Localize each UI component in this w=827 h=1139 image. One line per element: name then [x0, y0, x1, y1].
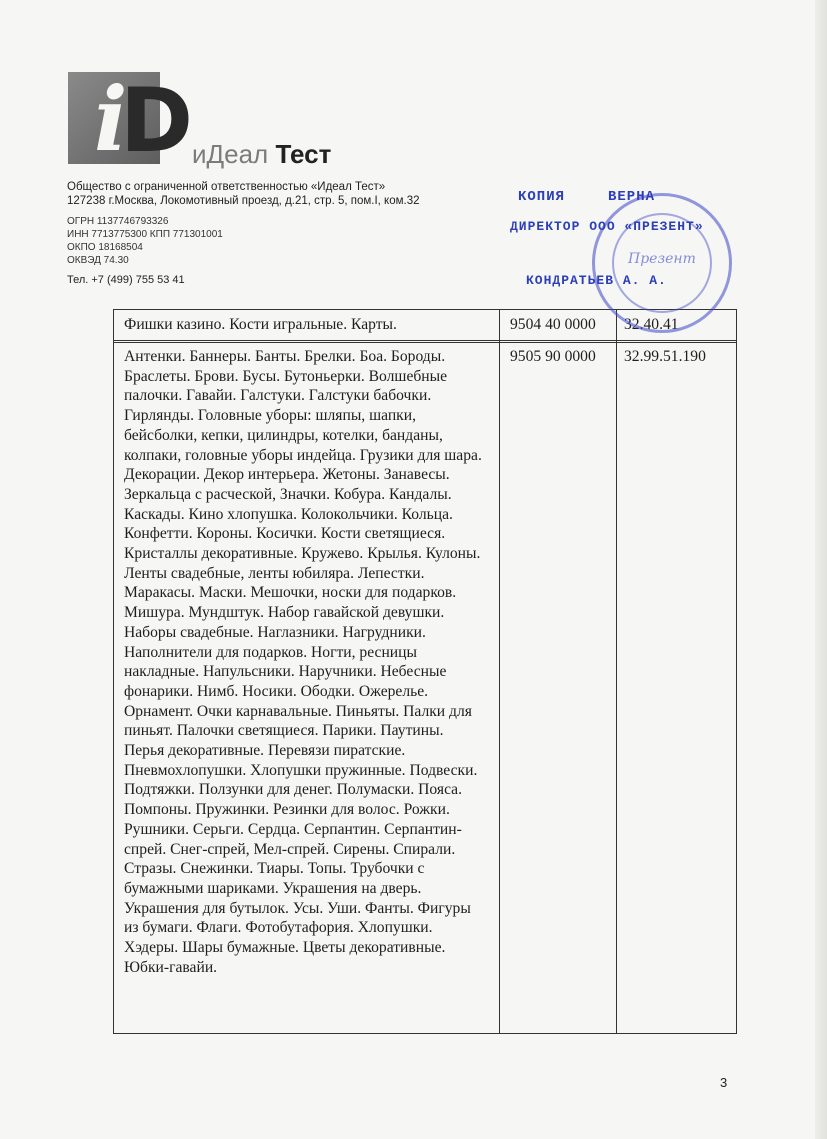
description-line: Юбки-гавайи.	[124, 958, 218, 976]
description-line: Маракасы. Маски. Мешочки, носки для подарков.	[124, 584, 457, 602]
page-number: 3	[720, 1075, 728, 1090]
description-line: палочки. Гавайи. Галстуки. Галстуки бабочки.	[124, 387, 432, 405]
logo-word-part2: Тест	[275, 139, 332, 169]
description-line: бумажными шариками. Украшения на дверь.	[124, 879, 422, 897]
description-line: Гирлянды. Головные уборы: шляпы, шапки,	[124, 407, 416, 425]
company-name: Общество с ограниченной ответственностью «Идеал Тест»	[67, 181, 386, 193]
description-line: Перья декоративные. Перевязи пиратские.	[124, 742, 406, 760]
description-line: Зеркальца с расческой, Значки. Кобура. Кандалы.	[124, 485, 452, 503]
company-phone: Тел. +7 (499) 755 53 41	[67, 274, 185, 286]
okpo: ОКПО 18168504	[67, 242, 143, 253]
stamp-copy: КОПИЯ	[518, 189, 566, 205]
description-line: Украшения для бутылок. Усы. Уши. Фанты. Фигуры	[124, 899, 471, 917]
stamp-director: ДИРЕКТОР ООО «ПРЕЗЕНТ»	[510, 219, 704, 234]
logo-word-part1: иДеал	[192, 139, 269, 169]
description-line: накладные. Напульсники. Наручники. Небесные	[124, 663, 447, 681]
ogrn: ОГРН 1137746793326	[67, 216, 169, 227]
table-row	[114, 342, 736, 1033]
description-line: Декорации. Декор интерьера. Жетоны. Занавесы.	[124, 466, 450, 484]
description-line: Фишки казино. Кости игральные. Карты.	[124, 316, 397, 333]
description-line: колпаки, головные уборы индейца. Грузики для шара.	[124, 446, 482, 464]
description-line: из бумаги. Флаги. Фотобутафория. Хлопушки.	[124, 919, 433, 937]
company-logo	[68, 67, 388, 172]
description-line: Браслеты. Брови. Бусы. Бутоньерки. Волшебные	[124, 367, 448, 385]
tn-ved-code: 9504 40 0000	[510, 316, 596, 333]
inn-kpp: ИНН 7713775300 КПП 771301001	[67, 229, 223, 240]
okved: ОКВЭД 74.30	[67, 255, 129, 266]
description-line: Каскады. Кино хлопушка. Колокольчики. Кольца.	[124, 505, 453, 523]
description-line: Кристаллы декоративные. Кружево. Крылья. Кулоны.	[124, 545, 481, 563]
company-address: 127238 г.Москва, Локомотивный проезд, д.21, стр. 5, пом.I, ком.32	[67, 195, 420, 207]
logo-letter-d: D	[120, 69, 194, 172]
logo-letter-i: i	[94, 67, 128, 171]
company-info	[67, 180, 420, 287]
product-description	[124, 315, 494, 335]
stamp-center-text: Презент	[628, 251, 696, 267]
description-line: пиньят. Палочки светящиеся. Парики. Паутины.	[124, 722, 444, 740]
okpd-code: 32.99.51.190	[624, 348, 706, 365]
description-line: Антенки. Баннеры. Банты. Брелки. Боа. Бороды.	[124, 348, 446, 365]
description-line: спрей. Снег-спрей, Мел-спрей. Сирены. Спирали.	[124, 840, 456, 858]
description-line: Ленты свадебные, ленты юбиляра. Лепестки.	[124, 564, 425, 582]
description-line: Подтяжки. Ползунки для денег. Полумаски. Пояса.	[124, 781, 462, 799]
product-description	[124, 347, 494, 978]
company-codes	[67, 215, 420, 267]
description-line: Помпоны. Пружинки. Резинки для волос. Рожки.	[124, 801, 450, 819]
description-line: Наполнители для подарков. Ногти, ресницы	[124, 643, 417, 661]
stamp-verno: ВЕРНА	[608, 189, 656, 205]
page-edge	[815, 0, 827, 1139]
stamp-name: КОНДРАТЬЕВ А. А.	[526, 273, 667, 288]
tn-ved-code: 9505 90 0000	[510, 348, 596, 365]
description-line: Орнамент. Очки карнавальные. Пиньяты. Палки для	[124, 702, 472, 720]
verification-stamp	[500, 185, 750, 345]
okpd-code: 32.40.41	[624, 316, 679, 333]
description-line: фонарики. Нимб. Носики. Ободки. Ожерелье.	[124, 682, 429, 700]
description-line: Хэдеры. Шары бумажные. Цветы декоративные.	[124, 939, 446, 957]
description-line: Мишура. Мундштук. Набор гавайской девушки.	[124, 604, 445, 622]
description-line: Наборы свадебные. Наглазники. Нагрудники.	[124, 623, 426, 641]
description-line: Стразы. Снежинки. Тиары. Топы. Трубочки с	[124, 860, 425, 878]
products-table	[113, 309, 737, 1034]
description-line: Конфетти. Короны. Косички. Кости светящиеся.	[124, 525, 446, 543]
description-line: Рушники. Серьги. Сердца. Серпантин. Серпантин-	[124, 820, 462, 838]
logo-wordmark	[192, 140, 331, 168]
description-line: Пневмохлопушки. Хлопушки пружинные. Подвески.	[124, 761, 478, 779]
description-line: бейсболки, кепки, цилиндры, котелки, банданы,	[124, 426, 443, 444]
